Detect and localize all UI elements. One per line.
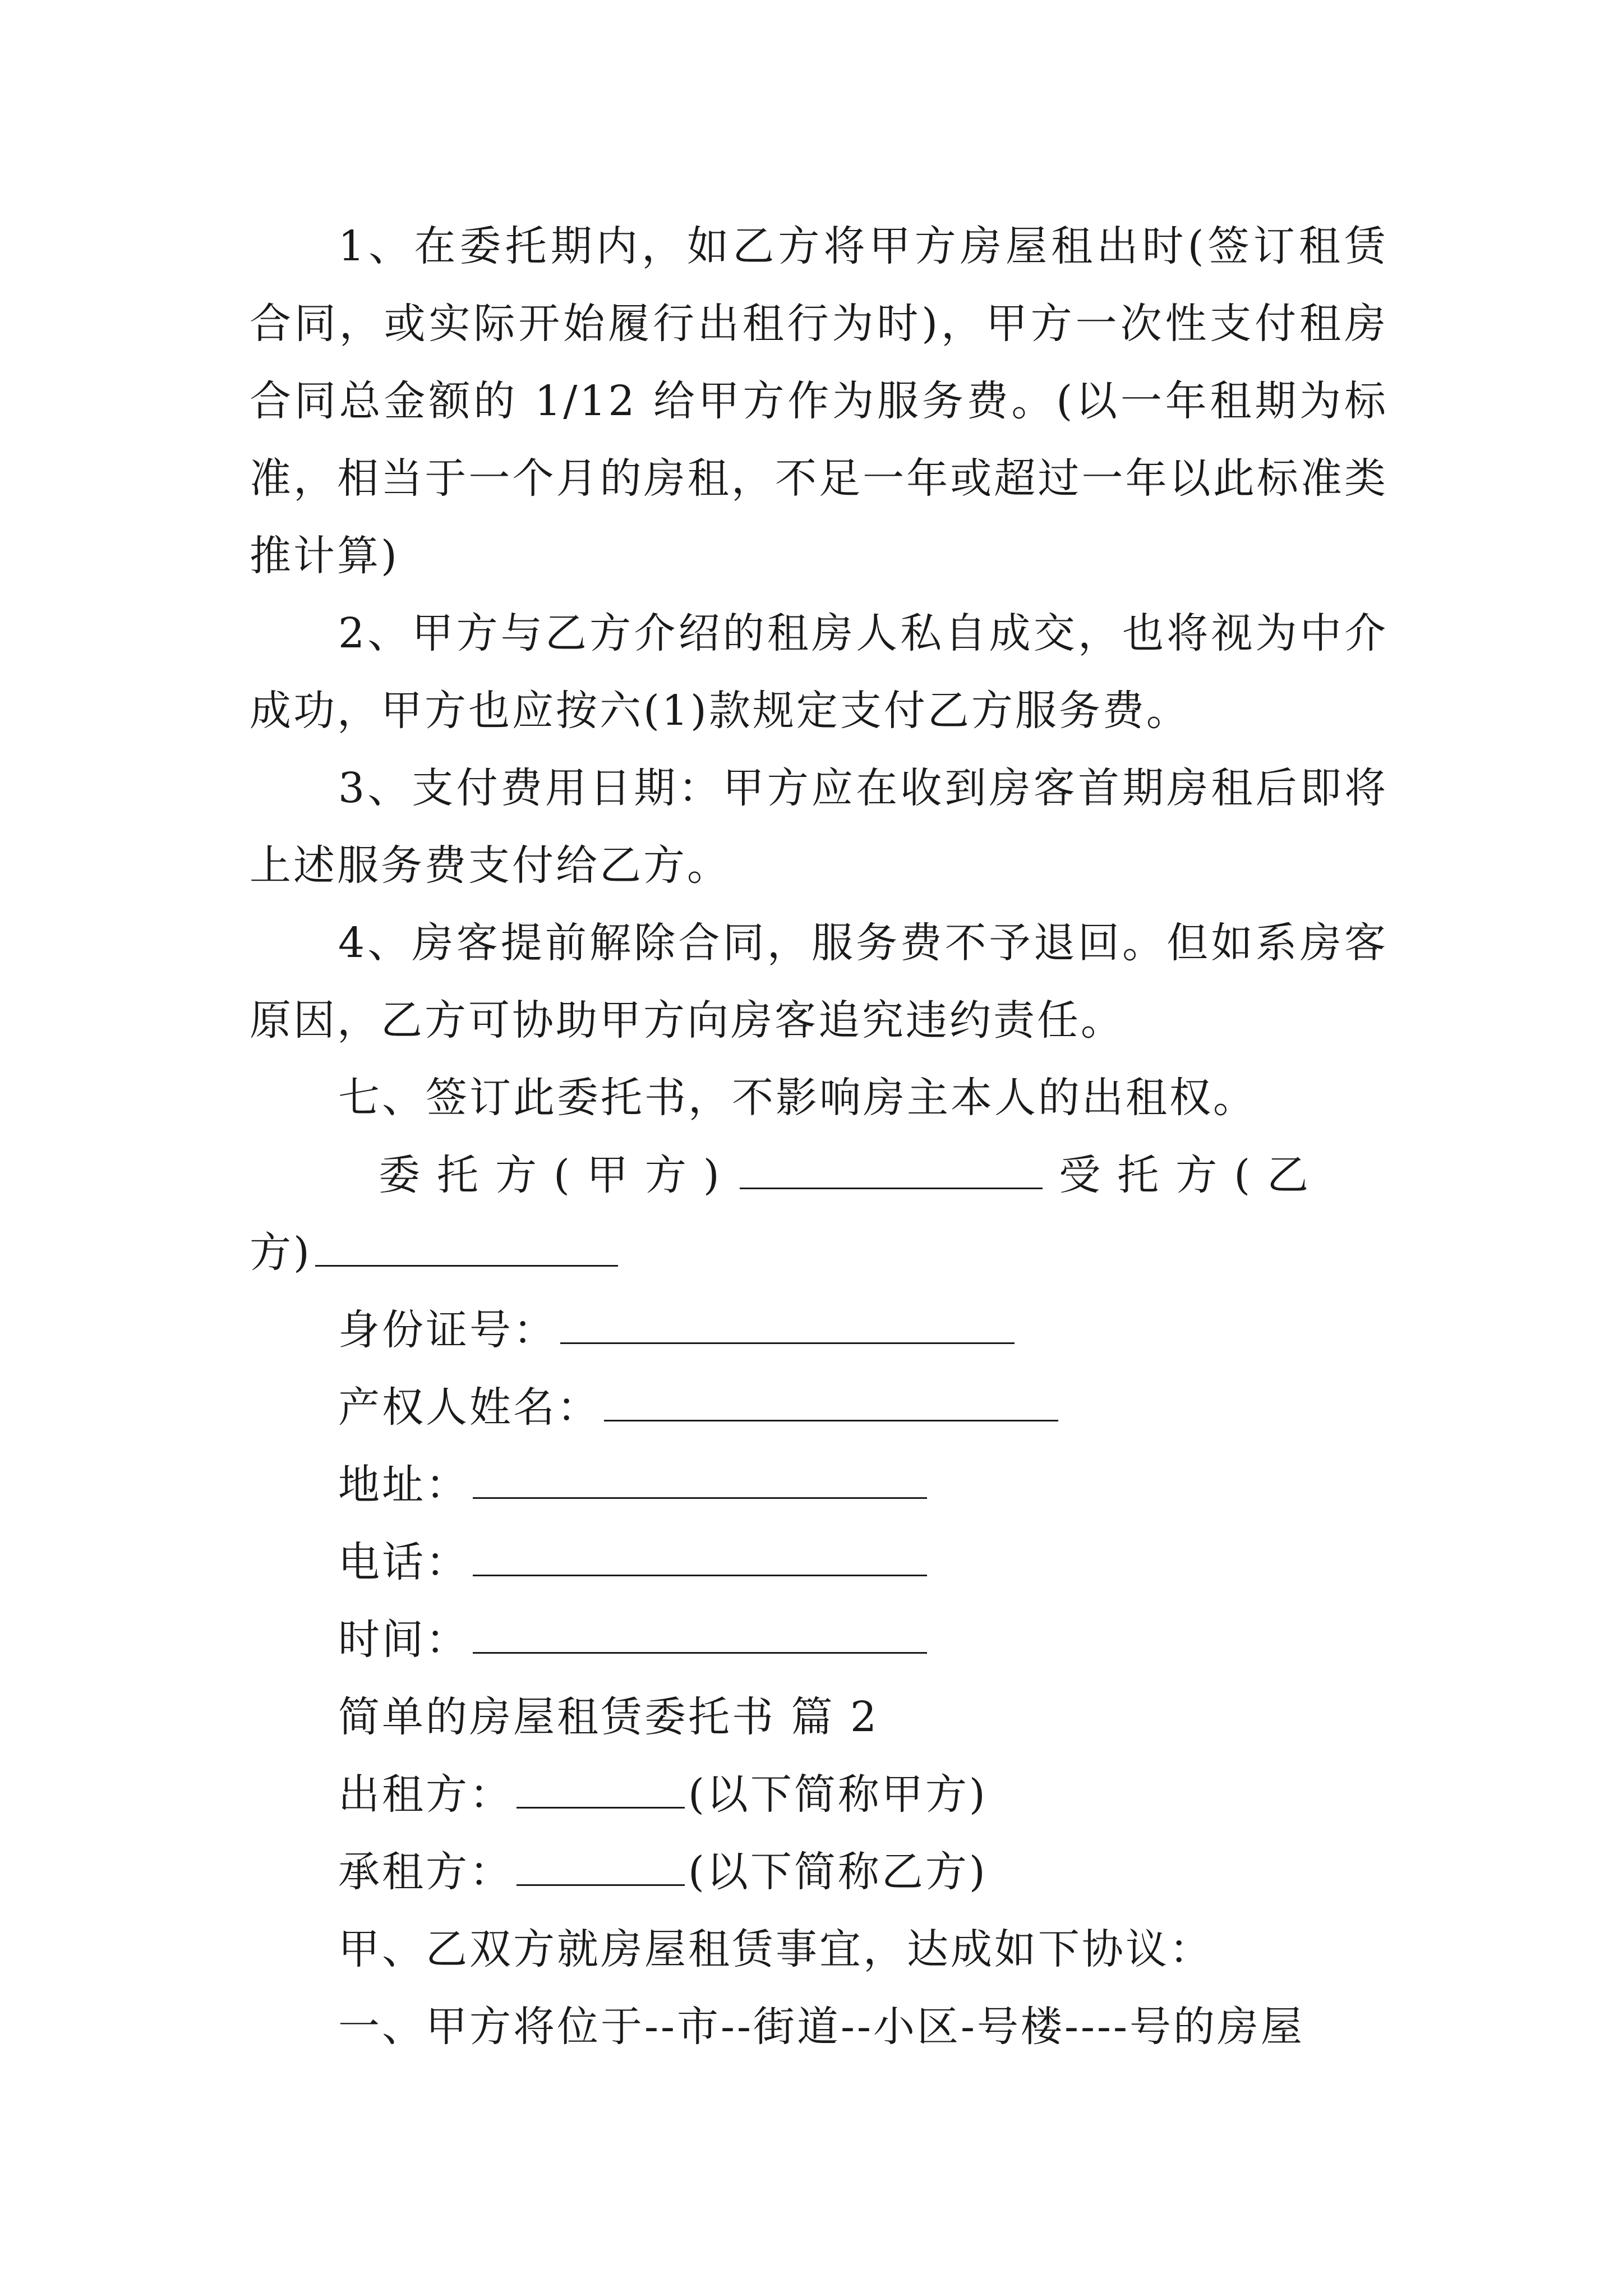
phone-blank — [473, 1541, 927, 1576]
lessor-blank — [517, 1773, 685, 1809]
clause-one: 一、甲方将位于--市--街道--小区-号楼----号的房屋 — [338, 2003, 1305, 2051]
agent-label-continued: 方) — [250, 1228, 312, 1277]
lessor-note: (以下简称甲方) — [688, 1770, 988, 1819]
field-address — [250, 1446, 1388, 1524]
time-label: 时间： — [338, 1616, 469, 1664]
time-blank — [473, 1618, 927, 1654]
owner-name-label: 产权人姓名： — [338, 1383, 601, 1432]
paragraph-service-fee: 1、在委托期内，如乙方将甲方房屋租出时(签订租赁合同，或实际开始履行出租行为时)，甲方一次性支付租房合同总金额的 1/12 给甲方作为服务费。(以一年租期为标准，相当于一个月的房租，不足一年或超过一年以此标准类推计算) — [250, 222, 1388, 580]
lessee-label: 承租方： — [338, 1848, 513, 1896]
principal-label: 委托方(甲方) — [379, 1151, 736, 1199]
id-number-blank — [560, 1309, 1015, 1344]
owner-name-blank — [604, 1386, 1058, 1421]
phone-label: 电话： — [338, 1538, 469, 1586]
paragraph-rental-right: 七、签订此委托书，不影响房主本人的出租权。 — [338, 1074, 1257, 1122]
paragraph-private-deal: 2、甲方与乙方介绍的租房人私自成交，也将视为中介成功，甲方也应按六(1)款规定支付乙方服务费。 — [250, 609, 1388, 735]
address-blank — [473, 1464, 927, 1499]
lessee-blank — [517, 1851, 685, 1886]
field-lessor — [250, 1756, 1388, 1833]
field-time — [250, 1601, 1388, 1678]
section-heading: 简单的房屋租赁委托书 篇 2 — [338, 1693, 879, 1741]
agent-signature-blank — [315, 1231, 618, 1267]
principal-signature-blank — [740, 1154, 1043, 1189]
field-phone — [250, 1524, 1388, 1601]
id-number-label: 身份证号： — [338, 1306, 557, 1354]
paragraph-early-termination: 4、房客提前解除合同，服务费不予退回。但如系房客原因，乙方可协助甲方向房客追究违约责任。 — [250, 919, 1388, 1045]
lessee-note: (以下简称乙方) — [688, 1848, 988, 1896]
document-body — [250, 208, 1388, 2065]
agreement-intro: 甲、乙双方就房屋租赁事宜，达成如下协议： — [338, 1925, 1213, 1973]
field-lessee — [250, 1833, 1388, 1911]
agent-label: 受托方(乙 — [1059, 1151, 1326, 1199]
signature-row — [250, 1137, 1388, 1214]
signature-row-continued — [250, 1214, 1388, 1291]
field-id-number — [250, 1291, 1388, 1369]
paragraph-payment-date: 3、支付费用日期：甲方应在收到房客首期房租后即将上述服务费支付给乙方。 — [250, 764, 1388, 890]
lessor-label: 出租方： — [338, 1770, 513, 1819]
field-owner-name — [250, 1369, 1388, 1446]
address-label: 地址： — [338, 1461, 469, 1509]
